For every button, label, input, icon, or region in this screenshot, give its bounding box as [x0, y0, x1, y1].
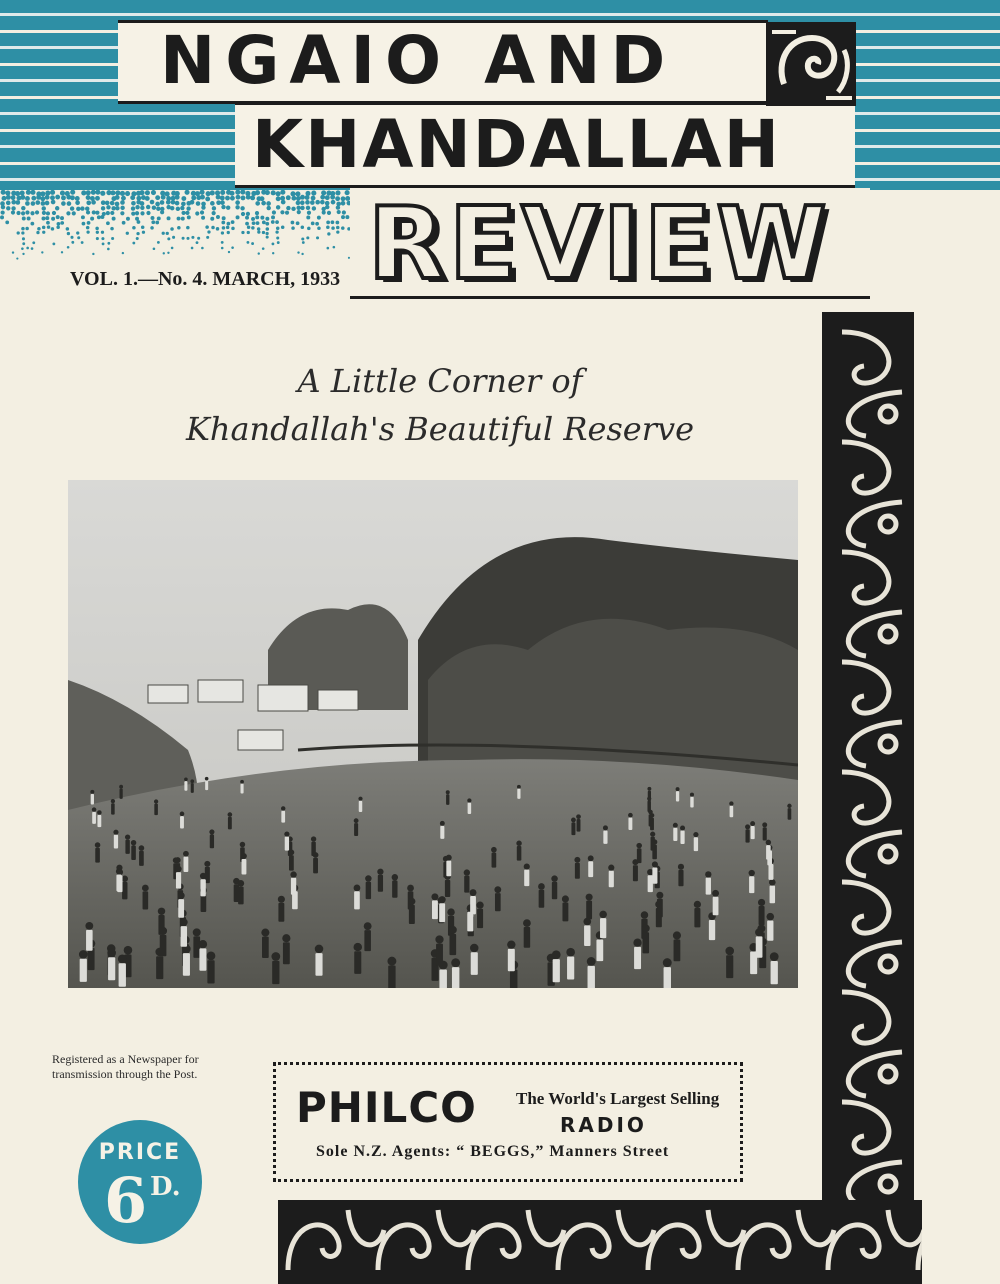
issue-line: VOL. 1.—No. 4. MARCH, 1933 — [70, 268, 341, 290]
price-badge — [78, 1120, 202, 1244]
postal-notice — [52, 1052, 272, 1082]
advert-product: RADIO — [560, 1113, 647, 1137]
headline-line-1: A Little Corner of — [297, 362, 583, 400]
advert-agents: Sole N.Z. Agents: “ BEGGS,” Manners Street — [316, 1143, 670, 1160]
price-unit: D. — [150, 1172, 181, 1202]
masthead-title: REVIEW — [368, 185, 831, 302]
price-value: 6 — [104, 1164, 148, 1237]
kowhaiwhai-border-right — [822, 312, 914, 1204]
advert-brand: PHILCO — [296, 1083, 477, 1132]
advert-tagline: The World's Largest Selling — [516, 1089, 720, 1108]
postal-notice-line-2: transmission through the Post. — [52, 1067, 198, 1081]
masthead-line-1: NGAIO AND — [160, 22, 676, 99]
kowhaiwhai-border-bottom — [278, 1200, 922, 1284]
reserve-photograph — [68, 480, 798, 988]
halftone-dots — [0, 190, 350, 260]
price-label: PRICE — [98, 1140, 182, 1165]
philco-advert — [273, 1062, 743, 1182]
postal-notice-line-1: Registered as a Newspaper for — [52, 1052, 199, 1066]
masthead-line-2: KHANDALLAH — [252, 106, 781, 183]
headline-line-2: Khandallah's Beautiful Reserve — [185, 410, 695, 448]
koru-scroll-icon — [766, 22, 856, 106]
